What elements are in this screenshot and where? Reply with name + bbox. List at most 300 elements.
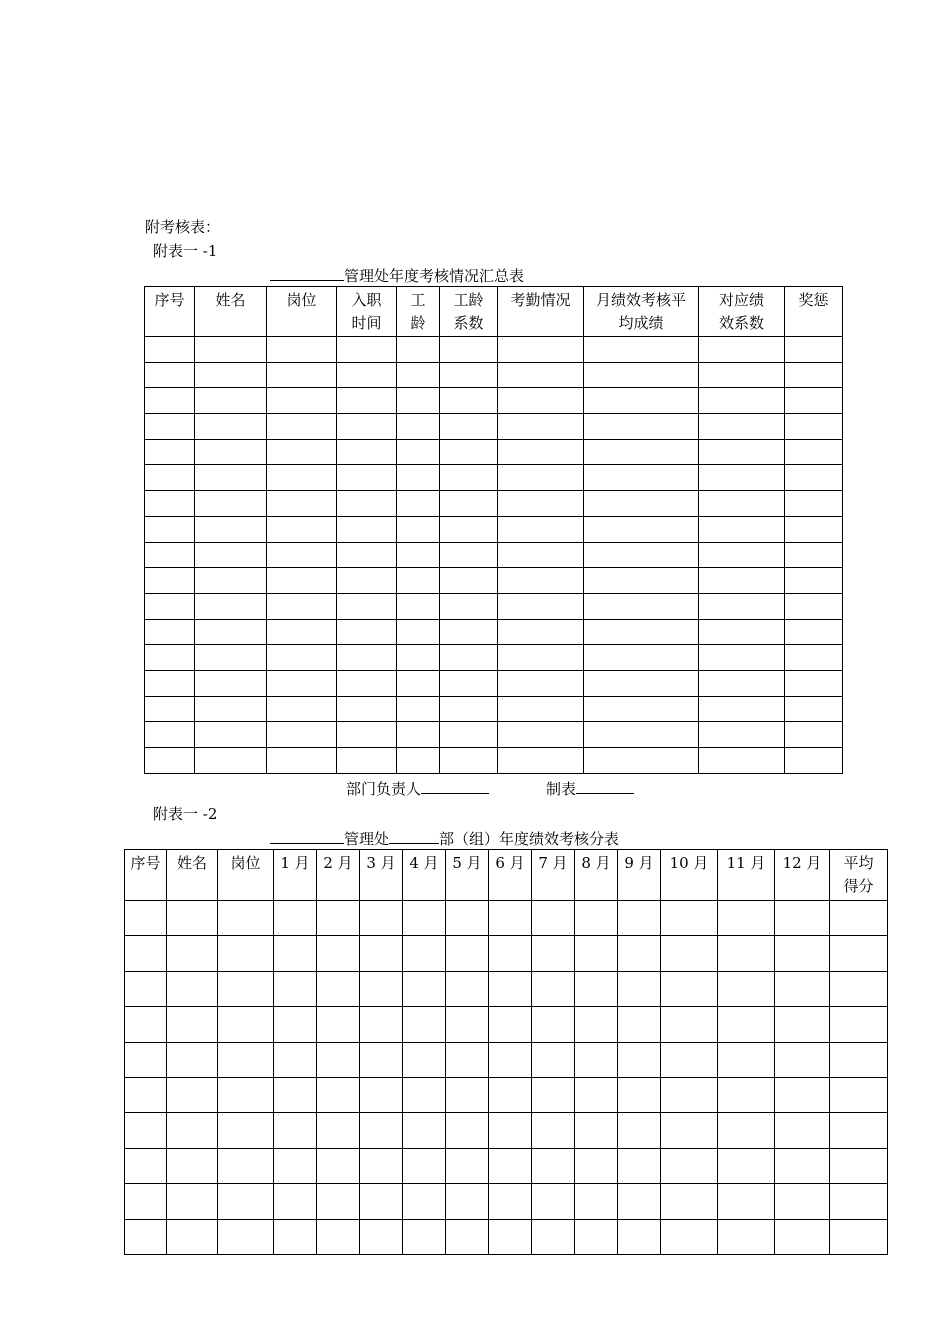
empty-cell[interactable]	[532, 1113, 575, 1148]
empty-cell[interactable]	[274, 1007, 317, 1042]
empty-cell[interactable]	[440, 439, 498, 465]
empty-cell[interactable]	[218, 1148, 274, 1183]
empty-cell[interactable]	[661, 936, 718, 971]
empty-cell[interactable]	[195, 568, 267, 594]
empty-cell[interactable]	[699, 619, 785, 645]
empty-cell[interactable]	[274, 1042, 317, 1077]
empty-cell[interactable]	[267, 696, 337, 722]
empty-cell[interactable]	[195, 670, 267, 696]
empty-cell[interactable]	[718, 1184, 775, 1219]
empty-cell[interactable]	[337, 414, 397, 440]
empty-cell[interactable]	[397, 388, 440, 414]
empty-cell[interactable]	[397, 439, 440, 465]
empty-cell[interactable]	[274, 1148, 317, 1183]
empty-cell[interactable]	[397, 414, 440, 440]
empty-cell[interactable]	[267, 645, 337, 671]
empty-cell[interactable]	[267, 722, 337, 748]
empty-cell[interactable]	[267, 414, 337, 440]
empty-cell[interactable]	[125, 1113, 167, 1148]
empty-cell[interactable]	[489, 1077, 532, 1112]
empty-cell[interactable]	[584, 748, 699, 774]
empty-cell[interactable]	[446, 901, 489, 936]
empty-cell[interactable]	[699, 465, 785, 491]
empty-cell[interactable]	[661, 1042, 718, 1077]
empty-cell[interactable]	[145, 337, 195, 363]
empty-cell[interactable]	[403, 1077, 446, 1112]
empty-cell[interactable]	[618, 1113, 661, 1148]
empty-cell[interactable]	[440, 748, 498, 774]
empty-cell[interactable]	[532, 971, 575, 1006]
empty-cell[interactable]	[446, 1148, 489, 1183]
empty-cell[interactable]	[440, 388, 498, 414]
empty-cell[interactable]	[532, 901, 575, 936]
empty-cell[interactable]	[532, 1007, 575, 1042]
empty-cell[interactable]	[446, 1219, 489, 1254]
empty-cell[interactable]	[699, 670, 785, 696]
empty-cell[interactable]	[618, 971, 661, 1006]
empty-cell[interactable]	[446, 936, 489, 971]
empty-cell[interactable]	[317, 901, 360, 936]
empty-cell[interactable]	[274, 901, 317, 936]
empty-cell[interactable]	[440, 362, 498, 388]
empty-cell[interactable]	[498, 670, 584, 696]
empty-cell[interactable]	[718, 1219, 775, 1254]
empty-cell[interactable]	[125, 1007, 167, 1042]
empty-cell[interactable]	[498, 722, 584, 748]
empty-cell[interactable]	[267, 491, 337, 517]
empty-cell[interactable]	[661, 901, 718, 936]
empty-cell[interactable]	[618, 1077, 661, 1112]
empty-cell[interactable]	[575, 1042, 618, 1077]
empty-cell[interactable]	[699, 337, 785, 363]
empty-cell[interactable]	[446, 1113, 489, 1148]
empty-cell[interactable]	[718, 1148, 775, 1183]
empty-cell[interactable]	[195, 362, 267, 388]
empty-cell[interactable]	[337, 491, 397, 517]
empty-cell[interactable]	[718, 1077, 775, 1112]
empty-cell[interactable]	[337, 645, 397, 671]
empty-cell[interactable]	[440, 542, 498, 568]
empty-cell[interactable]	[274, 971, 317, 1006]
empty-cell[interactable]	[718, 1007, 775, 1042]
empty-cell[interactable]	[218, 1113, 274, 1148]
empty-cell[interactable]	[775, 1042, 830, 1077]
empty-cell[interactable]	[125, 1077, 167, 1112]
empty-cell[interactable]	[195, 748, 267, 774]
empty-cell[interactable]	[397, 645, 440, 671]
empty-cell[interactable]	[575, 1219, 618, 1254]
empty-cell[interactable]	[145, 516, 195, 542]
empty-cell[interactable]	[337, 542, 397, 568]
empty-cell[interactable]	[195, 542, 267, 568]
empty-cell[interactable]	[267, 465, 337, 491]
empty-cell[interactable]	[699, 491, 785, 517]
empty-cell[interactable]	[145, 465, 195, 491]
empty-cell[interactable]	[337, 439, 397, 465]
empty-cell[interactable]	[337, 337, 397, 363]
empty-cell[interactable]	[397, 619, 440, 645]
empty-cell[interactable]	[440, 337, 498, 363]
empty-cell[interactable]	[446, 1007, 489, 1042]
empty-cell[interactable]	[403, 1113, 446, 1148]
empty-cell[interactable]	[218, 1077, 274, 1112]
empty-cell[interactable]	[661, 1007, 718, 1042]
empty-cell[interactable]	[360, 936, 403, 971]
empty-cell[interactable]	[532, 1148, 575, 1183]
empty-cell[interactable]	[498, 568, 584, 594]
empty-cell[interactable]	[397, 748, 440, 774]
empty-cell[interactable]	[775, 936, 830, 971]
empty-cell[interactable]	[440, 516, 498, 542]
empty-cell[interactable]	[195, 645, 267, 671]
empty-cell[interactable]	[218, 1042, 274, 1077]
empty-cell[interactable]	[575, 971, 618, 1006]
empty-cell[interactable]	[498, 593, 584, 619]
empty-cell[interactable]	[775, 1113, 830, 1148]
empty-cell[interactable]	[785, 748, 843, 774]
empty-cell[interactable]	[125, 1042, 167, 1077]
empty-cell[interactable]	[145, 593, 195, 619]
empty-cell[interactable]	[360, 1113, 403, 1148]
empty-cell[interactable]	[218, 936, 274, 971]
empty-cell[interactable]	[267, 593, 337, 619]
empty-cell[interactable]	[360, 1077, 403, 1112]
empty-cell[interactable]	[167, 1148, 218, 1183]
empty-cell[interactable]	[337, 670, 397, 696]
empty-cell[interactable]	[317, 1113, 360, 1148]
dept-head-blank[interactable]	[421, 778, 489, 794]
empty-cell[interactable]	[167, 1219, 218, 1254]
empty-cell[interactable]	[397, 337, 440, 363]
empty-cell[interactable]	[145, 670, 195, 696]
empty-cell[interactable]	[618, 1219, 661, 1254]
empty-cell[interactable]	[125, 901, 167, 936]
empty-cell[interactable]	[498, 439, 584, 465]
empty-cell[interactable]	[360, 971, 403, 1006]
empty-cell[interactable]	[360, 1007, 403, 1042]
empty-cell[interactable]	[440, 619, 498, 645]
empty-cell[interactable]	[317, 971, 360, 1006]
empty-cell[interactable]	[699, 568, 785, 594]
empty-cell[interactable]	[360, 1219, 403, 1254]
empty-cell[interactable]	[317, 1219, 360, 1254]
empty-cell[interactable]	[785, 465, 843, 491]
empty-cell[interactable]	[618, 1148, 661, 1183]
empty-cell[interactable]	[337, 748, 397, 774]
empty-cell[interactable]	[785, 670, 843, 696]
empty-cell[interactable]	[830, 971, 888, 1006]
empty-cell[interactable]	[267, 439, 337, 465]
empty-cell[interactable]	[446, 1077, 489, 1112]
empty-cell[interactable]	[830, 1113, 888, 1148]
empty-cell[interactable]	[403, 971, 446, 1006]
empty-cell[interactable]	[145, 619, 195, 645]
empty-cell[interactable]	[337, 568, 397, 594]
empty-cell[interactable]	[167, 1113, 218, 1148]
empty-cell[interactable]	[498, 645, 584, 671]
empty-cell[interactable]	[145, 748, 195, 774]
empty-cell[interactable]	[532, 1219, 575, 1254]
empty-cell[interactable]	[532, 1184, 575, 1219]
empty-cell[interactable]	[532, 1042, 575, 1077]
title-blank[interactable]	[270, 265, 344, 281]
empty-cell[interactable]	[317, 1042, 360, 1077]
empty-cell[interactable]	[584, 722, 699, 748]
empty-cell[interactable]	[785, 645, 843, 671]
empty-cell[interactable]	[274, 936, 317, 971]
empty-cell[interactable]	[785, 491, 843, 517]
dept-blank[interactable]	[389, 828, 439, 844]
empty-cell[interactable]	[785, 362, 843, 388]
empty-cell[interactable]	[489, 1007, 532, 1042]
empty-cell[interactable]	[267, 568, 337, 594]
empty-cell[interactable]	[145, 414, 195, 440]
empty-cell[interactable]	[403, 901, 446, 936]
empty-cell[interactable]	[584, 619, 699, 645]
empty-cell[interactable]	[699, 593, 785, 619]
empty-cell[interactable]	[575, 1184, 618, 1219]
empty-cell[interactable]	[397, 696, 440, 722]
empty-cell[interactable]	[167, 1077, 218, 1112]
empty-cell[interactable]	[337, 722, 397, 748]
empty-cell[interactable]	[397, 491, 440, 517]
empty-cell[interactable]	[195, 439, 267, 465]
empty-cell[interactable]	[317, 1007, 360, 1042]
empty-cell[interactable]	[699, 516, 785, 542]
empty-cell[interactable]	[337, 619, 397, 645]
empty-cell[interactable]	[699, 439, 785, 465]
empty-cell[interactable]	[218, 1184, 274, 1219]
title-blank[interactable]	[270, 828, 344, 844]
empty-cell[interactable]	[397, 465, 440, 491]
empty-cell[interactable]	[785, 414, 843, 440]
empty-cell[interactable]	[830, 936, 888, 971]
empty-cell[interactable]	[267, 337, 337, 363]
empty-cell[interactable]	[267, 516, 337, 542]
empty-cell[interactable]	[699, 388, 785, 414]
empty-cell[interactable]	[498, 491, 584, 517]
empty-cell[interactable]	[584, 645, 699, 671]
empty-cell[interactable]	[317, 1184, 360, 1219]
empty-cell[interactable]	[775, 1219, 830, 1254]
empty-cell[interactable]	[403, 1148, 446, 1183]
empty-cell[interactable]	[830, 1042, 888, 1077]
empty-cell[interactable]	[145, 645, 195, 671]
empty-cell[interactable]	[775, 1184, 830, 1219]
empty-cell[interactable]	[775, 901, 830, 936]
empty-cell[interactable]	[167, 901, 218, 936]
empty-cell[interactable]	[699, 722, 785, 748]
empty-cell[interactable]	[718, 1113, 775, 1148]
empty-cell[interactable]	[145, 491, 195, 517]
empty-cell[interactable]	[575, 1077, 618, 1112]
empty-cell[interactable]	[195, 337, 267, 363]
empty-cell[interactable]	[584, 593, 699, 619]
empty-cell[interactable]	[397, 362, 440, 388]
empty-cell[interactable]	[785, 388, 843, 414]
empty-cell[interactable]	[718, 1042, 775, 1077]
empty-cell[interactable]	[489, 1042, 532, 1077]
empty-cell[interactable]	[337, 593, 397, 619]
empty-cell[interactable]	[440, 414, 498, 440]
empty-cell[interactable]	[440, 593, 498, 619]
empty-cell[interactable]	[167, 971, 218, 1006]
empty-cell[interactable]	[360, 1042, 403, 1077]
empty-cell[interactable]	[785, 337, 843, 363]
empty-cell[interactable]	[498, 388, 584, 414]
empty-cell[interactable]	[699, 542, 785, 568]
empty-cell[interactable]	[498, 748, 584, 774]
empty-cell[interactable]	[498, 516, 584, 542]
empty-cell[interactable]	[498, 414, 584, 440]
empty-cell[interactable]	[397, 670, 440, 696]
empty-cell[interactable]	[167, 936, 218, 971]
empty-cell[interactable]	[274, 1219, 317, 1254]
empty-cell[interactable]	[785, 516, 843, 542]
empty-cell[interactable]	[145, 542, 195, 568]
empty-cell[interactable]	[337, 516, 397, 542]
empty-cell[interactable]	[267, 388, 337, 414]
empty-cell[interactable]	[440, 491, 498, 517]
empty-cell[interactable]	[440, 465, 498, 491]
empty-cell[interactable]	[830, 1148, 888, 1183]
empty-cell[interactable]	[618, 1007, 661, 1042]
empty-cell[interactable]	[125, 1219, 167, 1254]
empty-cell[interactable]	[618, 901, 661, 936]
empty-cell[interactable]	[718, 936, 775, 971]
empty-cell[interactable]	[584, 388, 699, 414]
empty-cell[interactable]	[403, 1042, 446, 1077]
empty-cell[interactable]	[125, 1148, 167, 1183]
empty-cell[interactable]	[360, 901, 403, 936]
empty-cell[interactable]	[145, 362, 195, 388]
empty-cell[interactable]	[440, 696, 498, 722]
empty-cell[interactable]	[785, 722, 843, 748]
empty-cell[interactable]	[440, 722, 498, 748]
empty-cell[interactable]	[337, 388, 397, 414]
empty-cell[interactable]	[699, 748, 785, 774]
empty-cell[interactable]	[195, 414, 267, 440]
empty-cell[interactable]	[360, 1148, 403, 1183]
empty-cell[interactable]	[397, 516, 440, 542]
empty-cell[interactable]	[195, 388, 267, 414]
empty-cell[interactable]	[145, 388, 195, 414]
empty-cell[interactable]	[317, 1148, 360, 1183]
empty-cell[interactable]	[125, 971, 167, 1006]
empty-cell[interactable]	[317, 936, 360, 971]
empty-cell[interactable]	[446, 971, 489, 1006]
empty-cell[interactable]	[498, 696, 584, 722]
empty-cell[interactable]	[718, 971, 775, 1006]
empty-cell[interactable]	[489, 971, 532, 1006]
empty-cell[interactable]	[489, 936, 532, 971]
empty-cell[interactable]	[575, 936, 618, 971]
empty-cell[interactable]	[699, 362, 785, 388]
empty-cell[interactable]	[584, 362, 699, 388]
empty-cell[interactable]	[195, 465, 267, 491]
empty-cell[interactable]	[195, 593, 267, 619]
empty-cell[interactable]	[218, 971, 274, 1006]
empty-cell[interactable]	[267, 362, 337, 388]
empty-cell[interactable]	[785, 568, 843, 594]
empty-cell[interactable]	[661, 1184, 718, 1219]
empty-cell[interactable]	[575, 1148, 618, 1183]
empty-cell[interactable]	[403, 1219, 446, 1254]
empty-cell[interactable]	[489, 1148, 532, 1183]
empty-cell[interactable]	[618, 1042, 661, 1077]
empty-cell[interactable]	[584, 491, 699, 517]
empty-cell[interactable]	[775, 1007, 830, 1042]
empty-cell[interactable]	[195, 619, 267, 645]
empty-cell[interactable]	[575, 1113, 618, 1148]
empty-cell[interactable]	[584, 516, 699, 542]
empty-cell[interactable]	[440, 568, 498, 594]
empty-cell[interactable]	[218, 901, 274, 936]
empty-cell[interactable]	[584, 414, 699, 440]
empty-cell[interactable]	[584, 696, 699, 722]
empty-cell[interactable]	[785, 439, 843, 465]
empty-cell[interactable]	[584, 542, 699, 568]
empty-cell[interactable]	[661, 1077, 718, 1112]
empty-cell[interactable]	[397, 722, 440, 748]
empty-cell[interactable]	[274, 1184, 317, 1219]
empty-cell[interactable]	[403, 936, 446, 971]
empty-cell[interactable]	[337, 465, 397, 491]
empty-cell[interactable]	[489, 901, 532, 936]
empty-cell[interactable]	[830, 1219, 888, 1254]
empty-cell[interactable]	[584, 670, 699, 696]
empty-cell[interactable]	[584, 337, 699, 363]
empty-cell[interactable]	[218, 1219, 274, 1254]
empty-cell[interactable]	[145, 722, 195, 748]
empty-cell[interactable]	[618, 936, 661, 971]
empty-cell[interactable]	[446, 1042, 489, 1077]
empty-cell[interactable]	[618, 1184, 661, 1219]
empty-cell[interactable]	[575, 901, 618, 936]
empty-cell[interactable]	[167, 1042, 218, 1077]
empty-cell[interactable]	[830, 1007, 888, 1042]
empty-cell[interactable]	[775, 1148, 830, 1183]
empty-cell[interactable]	[274, 1113, 317, 1148]
empty-cell[interactable]	[830, 901, 888, 936]
empty-cell[interactable]	[267, 670, 337, 696]
empty-cell[interactable]	[267, 619, 337, 645]
empty-cell[interactable]	[195, 696, 267, 722]
empty-cell[interactable]	[446, 1184, 489, 1219]
empty-cell[interactable]	[532, 1077, 575, 1112]
empty-cell[interactable]	[337, 362, 397, 388]
empty-cell[interactable]	[498, 619, 584, 645]
empty-cell[interactable]	[489, 1113, 532, 1148]
empty-cell[interactable]	[360, 1184, 403, 1219]
empty-cell[interactable]	[775, 971, 830, 1006]
empty-cell[interactable]	[661, 1219, 718, 1254]
empty-cell[interactable]	[699, 645, 785, 671]
empty-cell[interactable]	[661, 1148, 718, 1183]
empty-cell[interactable]	[125, 1184, 167, 1219]
empty-cell[interactable]	[403, 1007, 446, 1042]
empty-cell[interactable]	[785, 619, 843, 645]
empty-cell[interactable]	[440, 670, 498, 696]
empty-cell[interactable]	[575, 1007, 618, 1042]
empty-cell[interactable]	[195, 722, 267, 748]
empty-cell[interactable]	[145, 439, 195, 465]
empty-cell[interactable]	[785, 542, 843, 568]
empty-cell[interactable]	[498, 542, 584, 568]
prepared-by-blank[interactable]	[576, 778, 634, 794]
empty-cell[interactable]	[125, 936, 167, 971]
empty-cell[interactable]	[785, 696, 843, 722]
